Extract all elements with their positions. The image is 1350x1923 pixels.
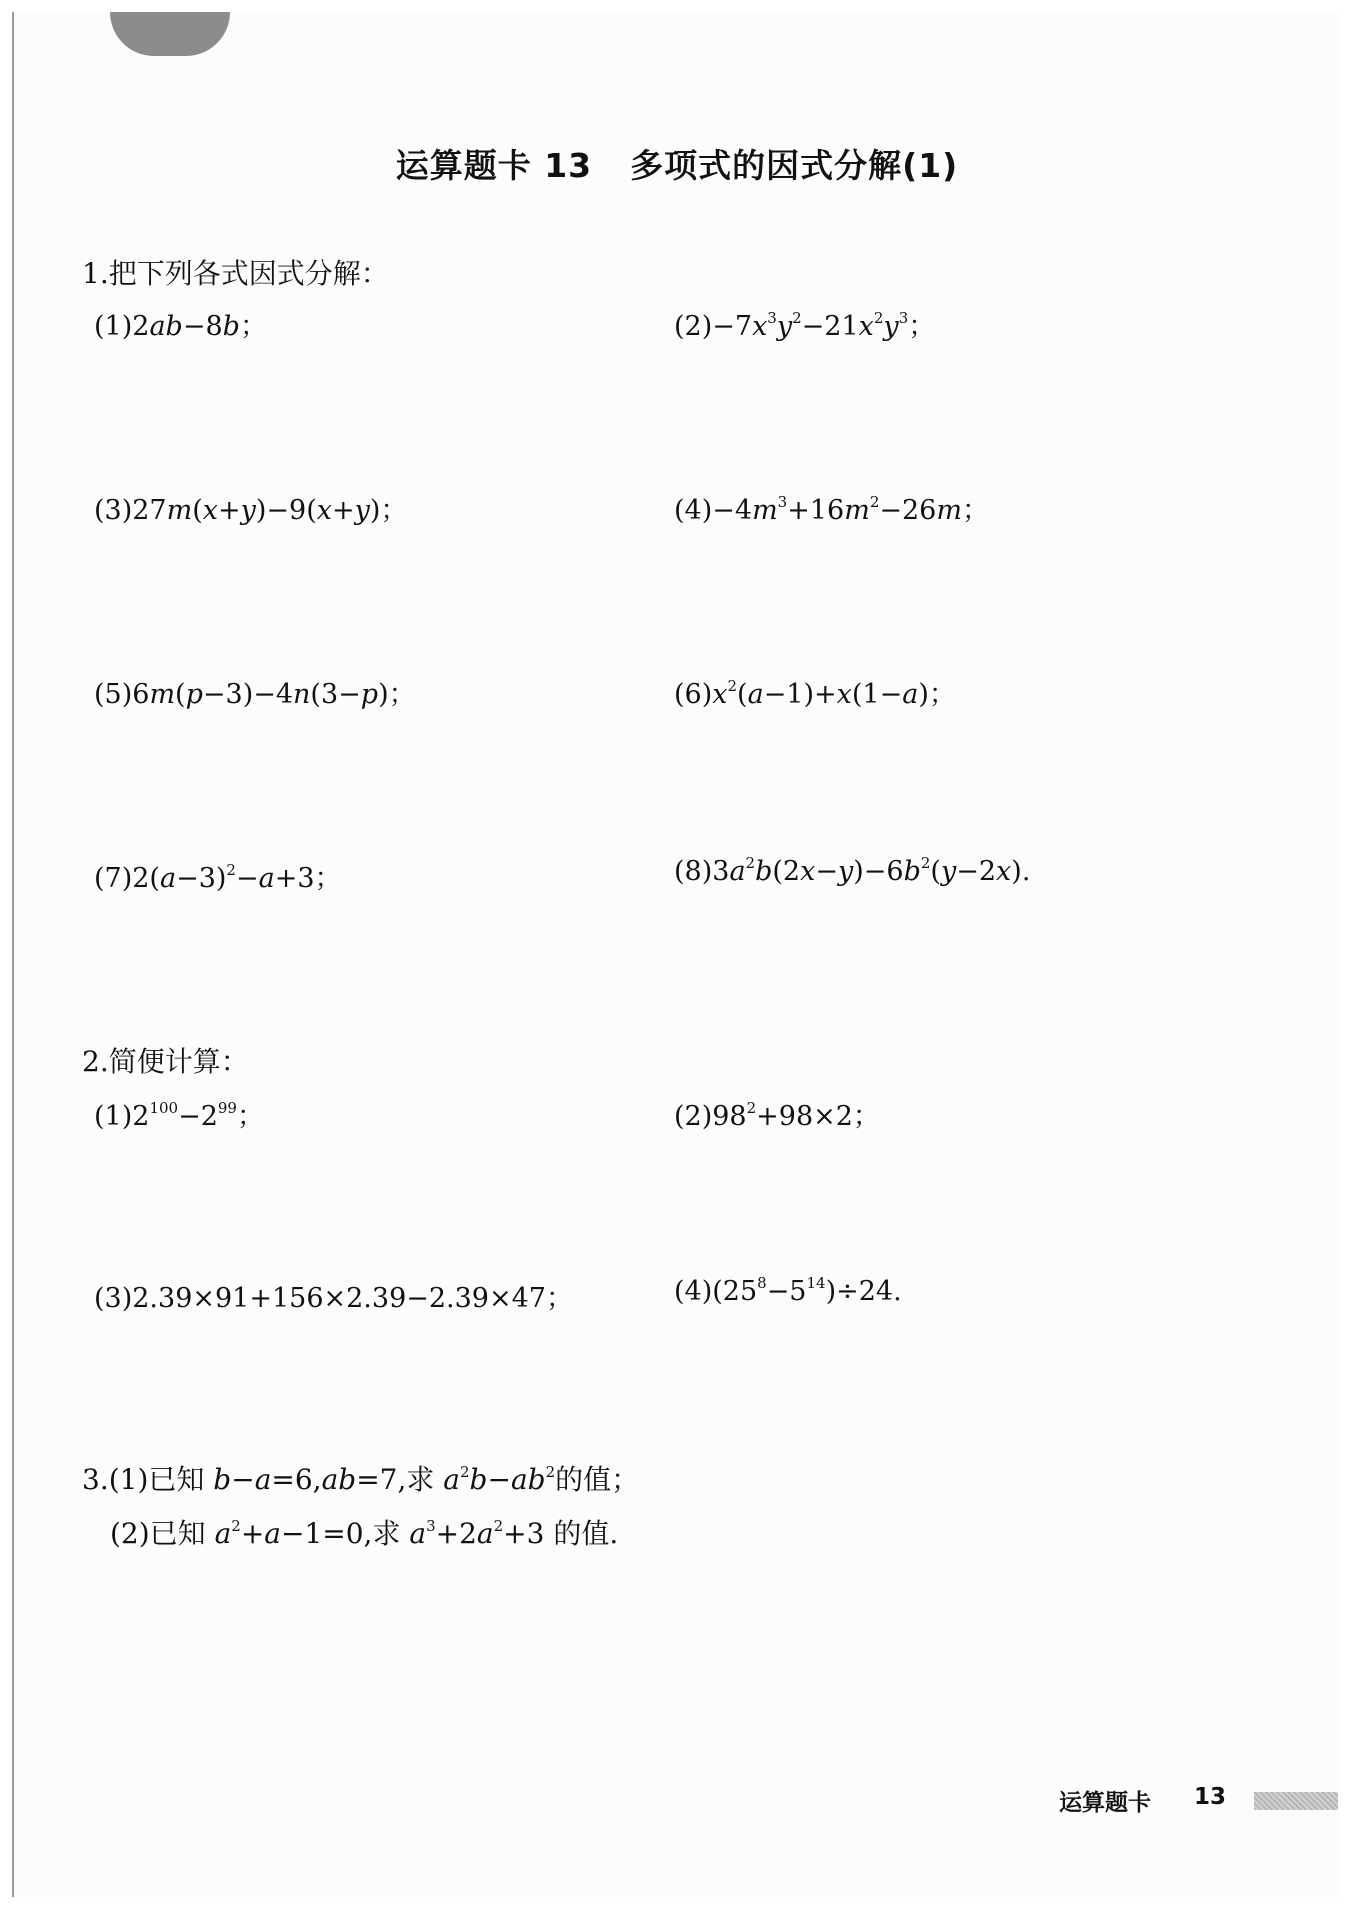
q1-item-1: (1)2ab−8b； bbox=[94, 311, 267, 342]
title-topic: 多项式的因式分解(1) bbox=[630, 146, 959, 185]
q1-item-5: (5)6m(p−3)−4n(3−p)； bbox=[94, 679, 416, 710]
q1-item-2: $(2)-7x^3y^2-21x^2y^3$； bbox=[674, 309, 936, 342]
page-title bbox=[14, 140, 1340, 187]
question-1-stem: 1.把下列各式因式分解： bbox=[82, 257, 389, 290]
q2-item-1: $(1)2^{100}-2^{99}$； bbox=[94, 1099, 264, 1132]
page-corner-decoration bbox=[110, 12, 230, 56]
q1-item-7: $(7)2(a-3)^2-a+3$； bbox=[94, 861, 342, 894]
q1-item-3: (3)27m(x+y)−9(x+y)； bbox=[94, 495, 408, 526]
q2-item-4: $(4)(25^8-5^{14})\div 24$. bbox=[674, 1274, 902, 1307]
title-card-number: 运算题卡 13 bbox=[395, 146, 593, 185]
q1-item-8: $(8)3a^2b(2x-y)-6b^2(y-2x)$. bbox=[674, 854, 1031, 887]
q1-item-6: $(6)x^2(a-1)+x(1-a)$； bbox=[674, 677, 956, 710]
worksheet-page bbox=[12, 12, 1340, 1897]
page-number: 13 bbox=[1194, 1784, 1227, 1810]
question-2-stem: 2.简便计算： bbox=[82, 1045, 249, 1078]
question-3-part-1: 3.(1)已知 b−a=6,ab=7,求 $a^2b-ab^2$的值； bbox=[82, 1463, 640, 1496]
question-3-part-2: (2)已知 $a^2+a-1=0$,求 $a^3+2a^2+3$ 的值. bbox=[110, 1517, 619, 1550]
q1-item-4: $(4)-4m^3+16m^2-26m$； bbox=[674, 493, 989, 526]
footer-label: 运算题卡 bbox=[1059, 1790, 1151, 1816]
footer-decoration-bar bbox=[1254, 1792, 1338, 1810]
q2-item-2: $(2)98^2+98\times 2$； bbox=[674, 1099, 880, 1132]
q2-item-3: (3)2.39×91+156×2.39−2.39×47； bbox=[94, 1283, 573, 1314]
